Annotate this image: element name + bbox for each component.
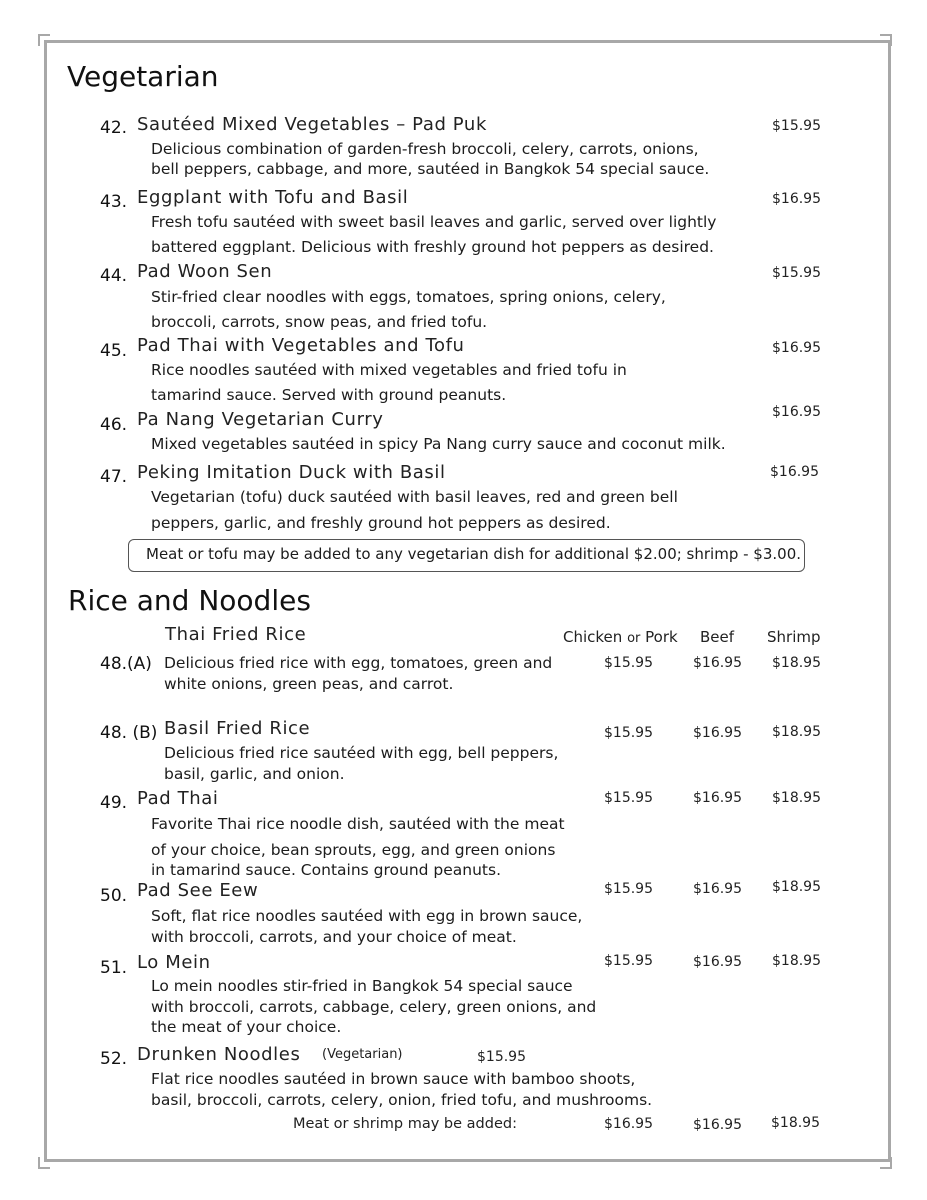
item-description: of your choice, bean sprouts, egg, and green onions <box>151 841 556 859</box>
item-description: Mixed vegetables sautéed in spicy Pa Nang curry sauce and coconut milk. <box>151 435 726 453</box>
vegetarian-tag: (Vegetarian) <box>322 1047 403 1062</box>
item-description: peppers, garlic, and freshly ground hot peppers as desired. <box>151 514 611 532</box>
item-description: Stir-fried clear noodles with eggs, tomatoes, spring onions, celery, <box>151 288 666 306</box>
item-description: Soft, flat rice noodles sautéed with egg in brown sauce, <box>151 907 583 925</box>
item-number: 45. <box>100 341 128 361</box>
item-price: $16.95 <box>772 340 821 356</box>
item-price: $16.95 <box>770 464 819 480</box>
item-price: $16.95 <box>772 404 821 420</box>
item-number: 49. <box>100 793 128 813</box>
item-name: Peking Imitation Duck with Basil <box>137 462 446 483</box>
item-name: Pad Woon Sen <box>137 261 273 282</box>
item-description: Fresh tofu sautéed with sweet basil leaves and garlic, served over lightly <box>151 213 717 231</box>
item-price: $15.95 <box>772 265 821 281</box>
item-name: Drunken Noodles <box>137 1044 301 1065</box>
item-description: Flat rice noodles sautéed in brown sauce with bamboo shoots, <box>151 1070 636 1088</box>
item-number: 47. <box>100 467 128 487</box>
item-description: with broccoli, carrots, cabbage, celery, green onions, and <box>151 998 597 1016</box>
item-description: broccoli, carrots, snow peas, and fried tofu. <box>151 313 488 331</box>
price-beef: $16.95 <box>693 954 742 970</box>
item-price: $15.95 <box>772 118 821 134</box>
item-description: in tamarind sauce. Contains ground peanuts. <box>151 861 502 879</box>
add-on-price-chicken-pork: $16.95 <box>604 1116 653 1132</box>
item-description: tamarind sauce. Served with ground peanuts. <box>151 386 507 404</box>
price-shrimp: $18.95 <box>772 879 821 895</box>
price-beef: $16.95 <box>693 790 742 806</box>
price-chicken-pork: $15.95 <box>604 725 653 741</box>
item-price: $15.95 <box>477 1049 526 1065</box>
price-shrimp: $18.95 <box>772 953 821 969</box>
item-number: 42. <box>100 118 128 138</box>
item-description: basil, garlic, and onion. <box>164 765 345 783</box>
price-beef: $16.95 <box>693 655 742 671</box>
item-description: white onions, green peas, and carrot. <box>164 675 454 693</box>
column-header-chicken-pork: Chicken or Pork <box>563 628 678 646</box>
item-name: Eggplant with Tofu and Basil <box>137 187 409 208</box>
item-description: Delicious fried rice with egg, tomatoes, green and <box>164 654 553 672</box>
item-description: with broccoli, carrots, and your choice of meat. <box>151 928 517 946</box>
item-name: Pa Nang Vegetarian Curry <box>137 409 384 430</box>
price-chicken-pork: $15.95 <box>604 953 653 969</box>
item-description: Delicious fried rice sautéed with egg, bell peppers, <box>164 744 559 762</box>
item-description: Favorite Thai rice noodle dish, sautéed with the meat <box>151 815 565 833</box>
column-header-beef: Beef <box>700 628 735 646</box>
item-number: 48.(A) <box>100 654 152 674</box>
item-number: 46. <box>100 415 128 435</box>
add-on-label: Meat or shrimp may be added: <box>293 1116 517 1132</box>
item-number: 44. <box>100 266 128 286</box>
item-name: Pad Thai <box>137 788 219 809</box>
section-title-vegetarian: Vegetarian <box>67 60 219 93</box>
item-number: 50. <box>100 886 128 906</box>
item-price: $16.95 <box>772 191 821 207</box>
price-beef: $16.95 <box>693 725 742 741</box>
item-number: 52. <box>100 1049 128 1069</box>
price-chicken-pork: $15.95 <box>604 655 653 671</box>
item-name: Pad See Eew <box>137 880 259 901</box>
item-name: Pad Thai with Vegetables and Tofu <box>137 335 465 356</box>
item-description: Lo mein noodles stir-fried in Bangkok 54 special sauce <box>151 977 573 995</box>
item-description: Rice noodles sautéed with mixed vegetables and fried tofu in <box>151 361 627 379</box>
corner-ornament <box>38 34 50 46</box>
item-description: battered eggplant. Delicious with freshly ground hot peppers as desired. <box>151 238 714 256</box>
item-name: Sautéed Mixed Vegetables – Pad Puk <box>137 114 487 135</box>
corner-ornament <box>880 1157 892 1169</box>
price-chicken-pork: $15.95 <box>604 881 653 897</box>
item-description: basil, broccoli, carrots, celery, onion, fried tofu, and mushrooms. <box>151 1091 653 1109</box>
price-beef: $16.95 <box>693 881 742 897</box>
item-number: 48. (B) <box>100 723 158 743</box>
add-on-price-beef: $16.95 <box>693 1117 742 1133</box>
corner-ornament <box>880 34 892 46</box>
add-on-price-shrimp: $18.95 <box>771 1115 820 1131</box>
item-number: 43. <box>100 192 128 212</box>
item-description: Vegetarian (tofu) duck sautéed with basil leaves, red and green bell <box>151 488 678 506</box>
item-name-thai-fried-rice: Thai Fried Rice <box>165 624 307 645</box>
column-header-shrimp: Shrimp <box>767 628 821 646</box>
price-chicken-pork: $15.95 <box>604 790 653 806</box>
item-description: Delicious combination of garden-fresh broccoli, celery, carrots, onions, <box>151 140 699 158</box>
add-on-note: Meat or tofu may be added to any vegetarian dish for additional $2.00; shrimp - $3.00. <box>146 545 802 563</box>
price-shrimp: $18.95 <box>772 790 821 806</box>
item-name: Lo Mein <box>137 952 211 973</box>
price-shrimp: $18.95 <box>772 724 821 740</box>
item-description: bell peppers, cabbage, and more, sautéed in Bangkok 54 special sauce. <box>151 160 710 178</box>
section-title-rice-noodles: Rice and Noodles <box>68 584 311 617</box>
price-shrimp: $18.95 <box>772 655 821 671</box>
corner-ornament <box>38 1157 50 1169</box>
item-number: 51. <box>100 958 128 978</box>
item-name: Basil Fried Rice <box>164 718 311 739</box>
item-description: the meat of your choice. <box>151 1018 342 1036</box>
